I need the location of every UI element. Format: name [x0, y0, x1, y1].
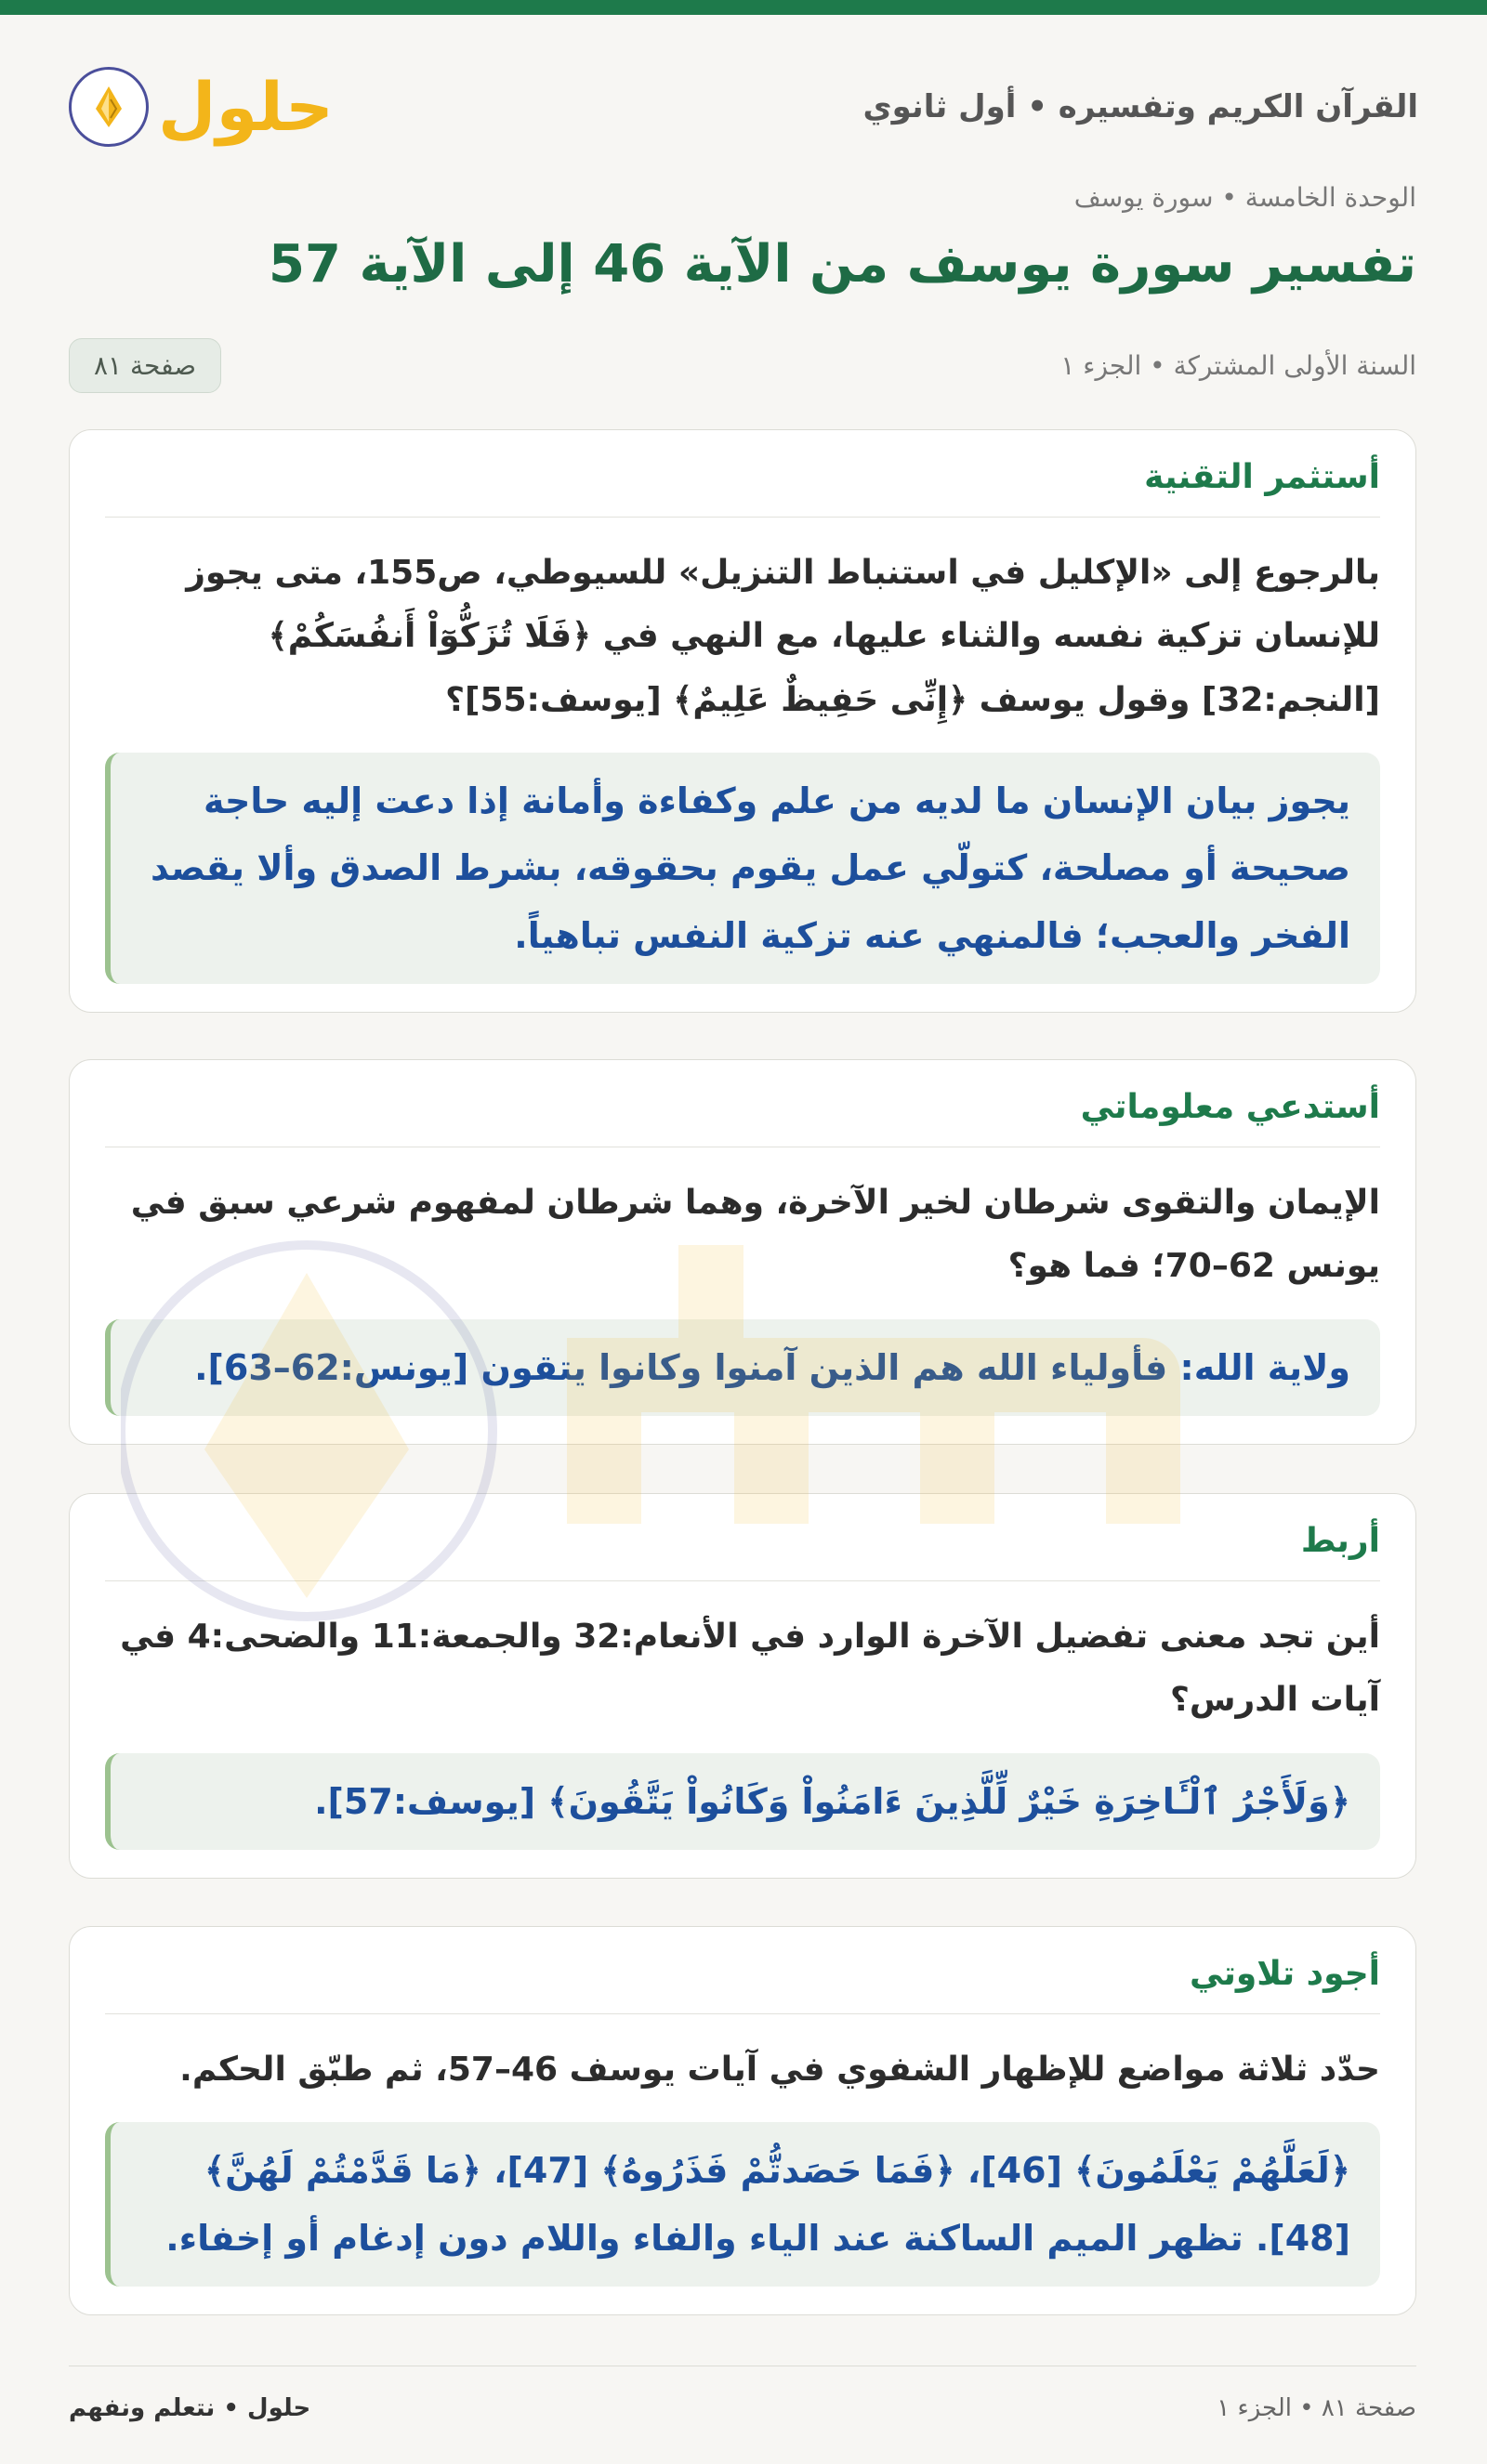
- section-card-recall: [69, 1059, 1416, 1445]
- brand-logo[interactable]: [69, 67, 334, 147]
- book-title: القرآن الكريم وتفسيره • أول ثانوي: [862, 88, 1418, 125]
- section-question: حدّد ثلاثة مواضع للإظهار الشفوي في آيات يوسف 46–57، ثم طبّق الحكم.: [179, 2051, 1380, 2089]
- footer-brand: حلول • نتعلم ونفهم: [69, 2394, 311, 2422]
- section-title: أجود تلاوتي: [105, 1955, 1380, 2014]
- grade-info: السنة الأولى المشتركة • الجزء ١: [1060, 349, 1416, 381]
- breadcrumb: الوحدة الخامسة • سورة يوسف: [1073, 182, 1416, 213]
- section-card-connect: [69, 1493, 1416, 1879]
- section-card-recitation: [69, 1926, 1416, 2315]
- logo-wordmark: حلول: [158, 68, 334, 146]
- section-title: أربط: [105, 1522, 1380, 1581]
- footer-page-info: صفحة ٨١ • الجزء ١: [1217, 2394, 1416, 2422]
- page-number-badge: صفحة ٨١: [69, 338, 221, 393]
- page-header: [69, 56, 1418, 158]
- section-answer: ﴿وَلَأَجْرُ ٱلْـَٔاخِرَةِ خَيْرٌ لِّلَّذِينَ ءَامَنُواْ وَكَانُواْ يَتَّقُونَ﴾ [يوسف:57].: [105, 1753, 1380, 1850]
- section-answer: يجوز بيان الإنسان ما لديه من علم وكفاءة وأمانة إذا دعت إليه حاجة صحيحة أو مصلحة، كتولّي عمل يقوم بحقوقه، بشرط الصدق وألا يقصد الفخر والعجب؛ فالمنهي عنه تزكية النفس تباهياً.: [105, 753, 1380, 984]
- section-question: أين تجد معنى تفضيل الآخرة الوارد في الأنعام:32 والجمعة:11 والضحى:4 في آيات الدرس؟: [120, 1618, 1380, 1720]
- top-accent-bar: [0, 0, 1487, 15]
- section-title: أستدعي معلوماتي: [105, 1088, 1380, 1147]
- section-title: أستثمر التقنية: [105, 458, 1380, 518]
- section-card-technology: [69, 429, 1416, 1013]
- meta-row: [69, 334, 1416, 396]
- page-footer: [69, 2366, 1416, 2450]
- section-question: الإيمان والتقوى شرطان لخير الآخرة، وهما شرطان لمفهوم شرعي سبق في يونس 62–70؛ فما هو؟: [130, 1184, 1380, 1286]
- section-question: بالرجوع إلى «الإكليل في استنباط التنزيل» للسيوطي، ص155، متى يجوز للإنسان تزكية نفسه والثناء عليها، مع النهي في ﴿فَلَا تُزَكُّوٓاْ أَنفُسَكُمْ﴾ [النجم:32] وقول يوسف ﴿إِنِّى حَفِيظٌ عَلِيمٌ﴾ [يوسف:55]؟: [186, 554, 1380, 719]
- section-answer: ﴿لَعَلَّهُمْ يَعْلَمُونَ﴾ [46]، ﴿فَمَا حَصَدتُّمْ فَذَرُوهُ﴾ [47]، ﴿مَا قَدَّمْتُمْ لَهُنَّ﴾ [48]. تظهر الميم الساكنة عند الياء والفاء واللام دون إدغام أو إخفاء.: [105, 2122, 1380, 2286]
- page-title: تفسير سورة يوسف من الآية 46 إلى الآية 57: [269, 234, 1416, 295]
- section-answer: ولاية الله: فأولياء الله هم الذين آمنوا وكانوا يتقون [يونس:62–63].: [105, 1319, 1380, 1416]
- book-icon: [69, 67, 149, 147]
